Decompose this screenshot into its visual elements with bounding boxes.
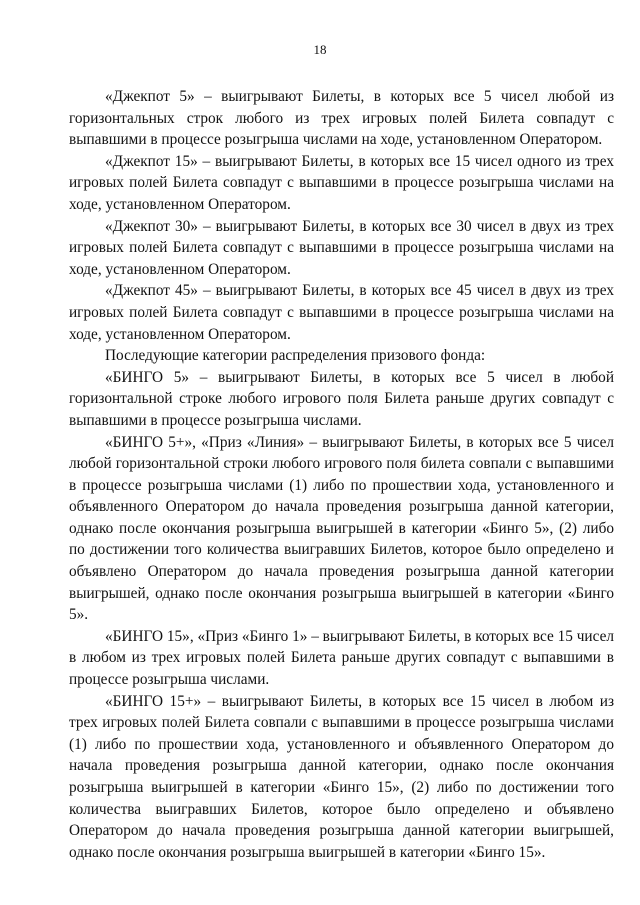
paragraph-bingo-15-plus: «БИНГО 15+» – выигрывают Билеты, в которых все 15 чисел в любом из трех игровых полей Билета совпали с выпавшими в процессе розыгрыша числами (1) либо по прошествии хода, установленного и объявленного Оператором до начала проведения розыгрыша данной категории, однако после окончания розыгрыша выигрышей в категории «Бинго 15», (2) либо по достижении того количества выигравших Билетов, которое было определено и объявлено Оператором до начала проведения розыгрыша данной категории выигрышей, однако после окончания розыгрыша выигрышей в категории «Бинго 15». (69, 692, 614, 861)
page-number: 18 (313, 42, 327, 57)
paragraph-jackpot-15: «Джекпот 15» – выигрывают Билеты, в которых все 15 чисел одного из трех игровых полей Билета совпадут с выпавшими в процессе розыгрыша числами на ходе, установленном Оператором. (69, 152, 614, 213)
paragraph-subsequent-categories: Последующие категории распределения призового фонда: (105, 347, 486, 365)
paragraph-jackpot-30: «Джекпот 30» – выигрывают Билеты, в которых все 30 чисел в двух из трех игровых полей Билета совпадут с выпавшими в процессе розыгрыша числами на ходе, установленном Оператором. (69, 217, 614, 278)
paragraph-bingo-5-plus: «БИНГО 5+», «Приз «Линия» – выигрывают Билеты, в которых все 5 чисел любой горизонтальной строки любого игрового поля билета совпали с выпавшими в процессе розыгрыша числами (1) либо по прошествии хода, установленного и объявленного Оператором до начала проведения розыгрыша данной категории, однако после окончания розыгрыша выигрышей в категории «Бинго 5», (2) либо по достижении того количества выигравших Билетов, которое было определено и объявлено Оператором до начала проведения розыгрыша данной категории выигрышей, однако после окончания розыгрыша выигрышей в категории «Бинго 5». (69, 433, 614, 624)
paragraph-bingo-15: «БИНГО 15», «Приз «Бинго 1» – выигрывают Билеты, в которых все 15 чисел в любом из трех игровых полей Билета раньше других совпадут с выпавшими в процессе розыгрыша числами. (69, 627, 614, 689)
paragraph-jackpot-45: «Джекпот 45» – выигрывают Билеты, в которых все 45 чисел в двух из трех игровых полей Билета совпадут с выпавшими в процессе розыгрыша числами на ходе, установленном Оператором. (69, 282, 614, 343)
paragraph-bingo-5: «БИНГО 5» – выигрывают Билеты, в которых все 5 чисел в любой горизонтальной строке любого игрового поля Билета раньше других совпадут с выпавшими в процессе розыгрыша числами. (69, 368, 614, 429)
document-body (69, 86, 614, 863)
paragraph-jackpot-5: «Джекпот 5» – выигрывают Билеты, в которых все 5 чисел любой из горизонтальных строк любого из трех игровых полей Билета совпадут с выпавшими в процессе розыгрыша числами на ходе, установленном Оператором. (69, 88, 614, 149)
